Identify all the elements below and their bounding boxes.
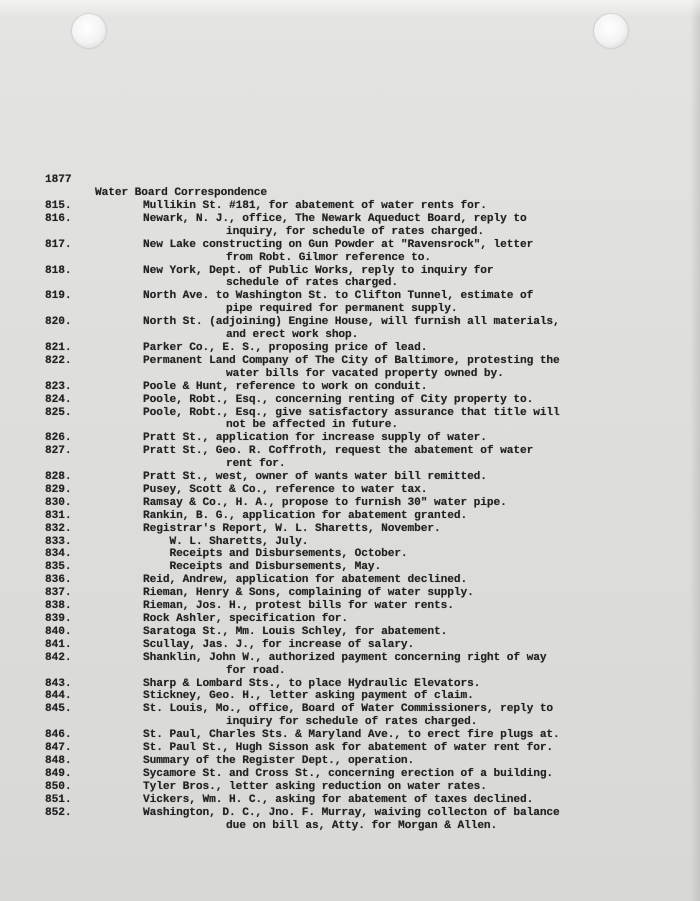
list-item [45, 613, 685, 626]
list-item [45, 523, 685, 536]
list-item [45, 484, 685, 497]
entry-text: Pusey, Scott & Co., reference to water tax. [143, 483, 428, 496]
list-item-continuation [45, 820, 685, 833]
entry-text: Permanent Land Company of The City of Baltimore, protesting the [143, 354, 560, 367]
list-item [45, 355, 685, 368]
document-year: 1877 [45, 174, 72, 186]
entry-number: 840. [45, 625, 72, 638]
entry-number: 823. [45, 380, 72, 393]
entry-number: 838. [45, 600, 72, 613]
entry-number: 842. [45, 651, 72, 664]
list-item [45, 265, 685, 278]
entry-list [45, 200, 685, 832]
typed-text [45, 174, 685, 832]
list-item [45, 807, 685, 820]
entry-text: Tyler Bros., letter asking reduction on water rates. [143, 780, 487, 793]
entry-number: 836. [45, 574, 72, 587]
entry-number: 824. [45, 393, 72, 406]
list-item [45, 290, 685, 303]
entry-number: 819. [45, 290, 72, 303]
entry-text: Reid, Andrew, application for abatement declined. [143, 574, 468, 587]
entry-text: Rieman, Jos. H., protest bills for water rents. [143, 600, 454, 613]
list-item [45, 678, 685, 691]
entry-number: 849. [45, 767, 72, 780]
entry-text: North St. (adjoining) Engine House, will furnish all materials, [143, 316, 560, 329]
entry-number: 833. [45, 535, 72, 548]
entry-number: 817. [45, 238, 72, 251]
entry-text: and erect work shop. [226, 329, 359, 342]
list-item-continuation [45, 329, 685, 342]
list-item-continuation [45, 419, 685, 432]
entry-text: Receipts and Disbursements, May. [143, 561, 382, 574]
entry-number: 843. [45, 677, 72, 690]
entry-text: New York, Dept. of Public Works, reply to inquiry for [143, 264, 494, 277]
list-item [45, 213, 685, 226]
list-item [45, 432, 685, 445]
list-item-continuation [45, 303, 685, 316]
list-item [45, 768, 685, 781]
entry-number: 850. [45, 780, 72, 793]
list-item [45, 600, 685, 613]
entry-number: 827. [45, 445, 72, 458]
entry-text: St. Louis, Mo., office, Board of Water Commissioners, reply to [143, 703, 554, 716]
list-item-continuation [45, 665, 685, 678]
entry-text: pipe required for permanent supply. [226, 303, 458, 316]
entry-text: Summary of the Register Dept., operation. [143, 754, 415, 767]
entry-number: 837. [45, 587, 72, 600]
punch-hole-left [72, 14, 106, 48]
list-item [45, 781, 685, 794]
list-item-continuation [45, 458, 685, 471]
entry-number: 839. [45, 613, 72, 625]
entry-text: due on bill as, Atty. for Morgan & Allen. [226, 819, 498, 832]
entry-text: Rieman, Henry & Sons, complaining of water supply. [143, 587, 474, 600]
entry-number: 846. [45, 729, 72, 742]
list-item [45, 510, 685, 523]
entry-text: Poole, Robt., Esq., give satisfactory assurance that title will [143, 406, 560, 419]
entry-text: Scullay, Jas. J., for increase of salary. [143, 638, 415, 651]
entry-text: Registrar's Report, W. L. Sharetts, November. [143, 522, 441, 535]
entry-number: 835. [45, 561, 72, 574]
punch-hole-right [594, 14, 628, 48]
list-item [45, 729, 685, 742]
entry-text: Shanklin, John W., authorized payment concerning right of way [143, 651, 547, 664]
entry-number: 852. [45, 806, 72, 819]
entry-text: inquiry for schedule of rates charged. [226, 716, 478, 729]
list-item-continuation [45, 716, 685, 729]
entry-text: Ramsay & Co., H. A., propose to furnish 30" water pipe. [143, 496, 507, 509]
list-item [45, 200, 685, 213]
entry-number: 826. [45, 432, 72, 445]
list-item [45, 342, 685, 355]
entry-text: inquiry, for schedule of rates charged. [226, 225, 484, 238]
entry-number: 851. [45, 793, 72, 806]
list-item [45, 587, 685, 600]
list-item [45, 626, 685, 639]
entry-number: 831. [45, 509, 72, 522]
list-item [45, 690, 685, 703]
list-item [45, 742, 685, 755]
entry-text: St. Paul St., Hugh Sisson ask for abatement of water rent for. [143, 742, 554, 755]
entry-number: 844. [45, 690, 72, 703]
entry-number: 832. [45, 522, 72, 535]
list-item [45, 497, 685, 510]
list-item [45, 394, 685, 407]
document-heading: Water Board Correspondence [95, 187, 267, 199]
entry-text: Sycamore St. and Cross St., concerning erection of a building. [143, 767, 554, 780]
entry-text: Saratoga St., Mm. Louis Schley, for abatement. [143, 625, 448, 638]
entry-number: 815. [45, 200, 72, 212]
entry-text: Poole, Robt., Esq., concerning renting of City property to. [143, 393, 534, 406]
list-item [45, 794, 685, 807]
entry-number: 847. [45, 742, 72, 755]
entry-number: 816. [45, 212, 72, 225]
list-item [45, 445, 685, 458]
entry-number: 821. [45, 341, 72, 354]
entry-number: 828. [45, 471, 72, 484]
entry-text: Washington, D. C., Jno. F. Murray, waiving collecton of balance [143, 806, 560, 819]
list-item [45, 639, 685, 652]
entry-text: water bills for vacated property owned by. [226, 367, 504, 380]
entry-number: 841. [45, 638, 72, 651]
entry-text: W. L. Sharetts, July. [143, 535, 309, 548]
list-item-continuation [45, 252, 685, 265]
entry-text: schedule of rates charged. [226, 277, 398, 290]
list-item [45, 703, 685, 716]
list-item [45, 316, 685, 329]
list-item-continuation [45, 226, 685, 239]
entry-text: Rock Ashler, specification for. [143, 613, 349, 625]
entry-text: rent for. [226, 458, 286, 471]
entry-text: Newark, N. J., office, The Newark Aqueduct Board, reply to [143, 212, 527, 225]
entry-number: 825. [45, 406, 72, 419]
entry-text: Poole & Hunt, reference to work on conduit. [143, 380, 428, 393]
entry-number: 822. [45, 354, 72, 367]
list-item-continuation [45, 368, 685, 381]
entry-number: 848. [45, 754, 72, 767]
entry-number: 834. [45, 548, 72, 561]
entry-text: Pratt St., application for increase supply of water. [143, 432, 487, 445]
entry-text: St. Paul, Charles Sts. & Maryland Ave., to erect fire plugs at. [143, 729, 560, 742]
entry-text: Receipts and Disbursements, October. [143, 548, 408, 561]
entry-text: North Ave. to Washington St. to Clifton Tunnel, estimate of [143, 290, 534, 303]
entry-number: 845. [45, 703, 72, 716]
list-item [45, 471, 685, 484]
list-item [45, 536, 685, 549]
list-item-continuation [45, 277, 685, 290]
entry-number: 818. [45, 264, 72, 277]
list-item [45, 561, 685, 574]
entry-text: from Robt. Gilmor reference to. [226, 251, 432, 264]
entry-text: for road. [226, 664, 286, 677]
page-edge-shadow [690, 0, 700, 901]
entry-text: Pratt St., west, owner of wants water bill remitted. [143, 471, 487, 484]
entry-text: New Lake constructing on Gun Powder at "Ravensrock", letter [143, 238, 534, 251]
entry-text: Mullikin St. #181, for abatement of water rents for. [143, 200, 487, 212]
list-item [45, 381, 685, 394]
entry-text: Parker Co., E. S., proposing price of lead. [143, 341, 428, 354]
list-item [45, 407, 685, 420]
list-item [45, 239, 685, 252]
list-item [45, 548, 685, 561]
entry-text: Rankin, B. G., application for abatement granted. [143, 509, 468, 522]
entry-number: 829. [45, 483, 72, 496]
list-item [45, 755, 685, 768]
list-item [45, 652, 685, 665]
entry-number: 830. [45, 496, 72, 509]
entry-text: Vickers, Wm. H. C., asking for abatement of taxes declined. [143, 793, 534, 806]
entry-text: Sharp & Lombard Sts., to place Hydraulic Elevators. [143, 677, 481, 690]
entry-number: 820. [45, 316, 72, 329]
entry-text: Stickney, Geo. H., letter asking payment of claim. [143, 690, 474, 703]
entry-text: Pratt St., Geo. R. Coffroth, request the abatement of water [143, 445, 534, 458]
entry-text: not be affected in future. [226, 419, 398, 432]
list-item [45, 574, 685, 587]
